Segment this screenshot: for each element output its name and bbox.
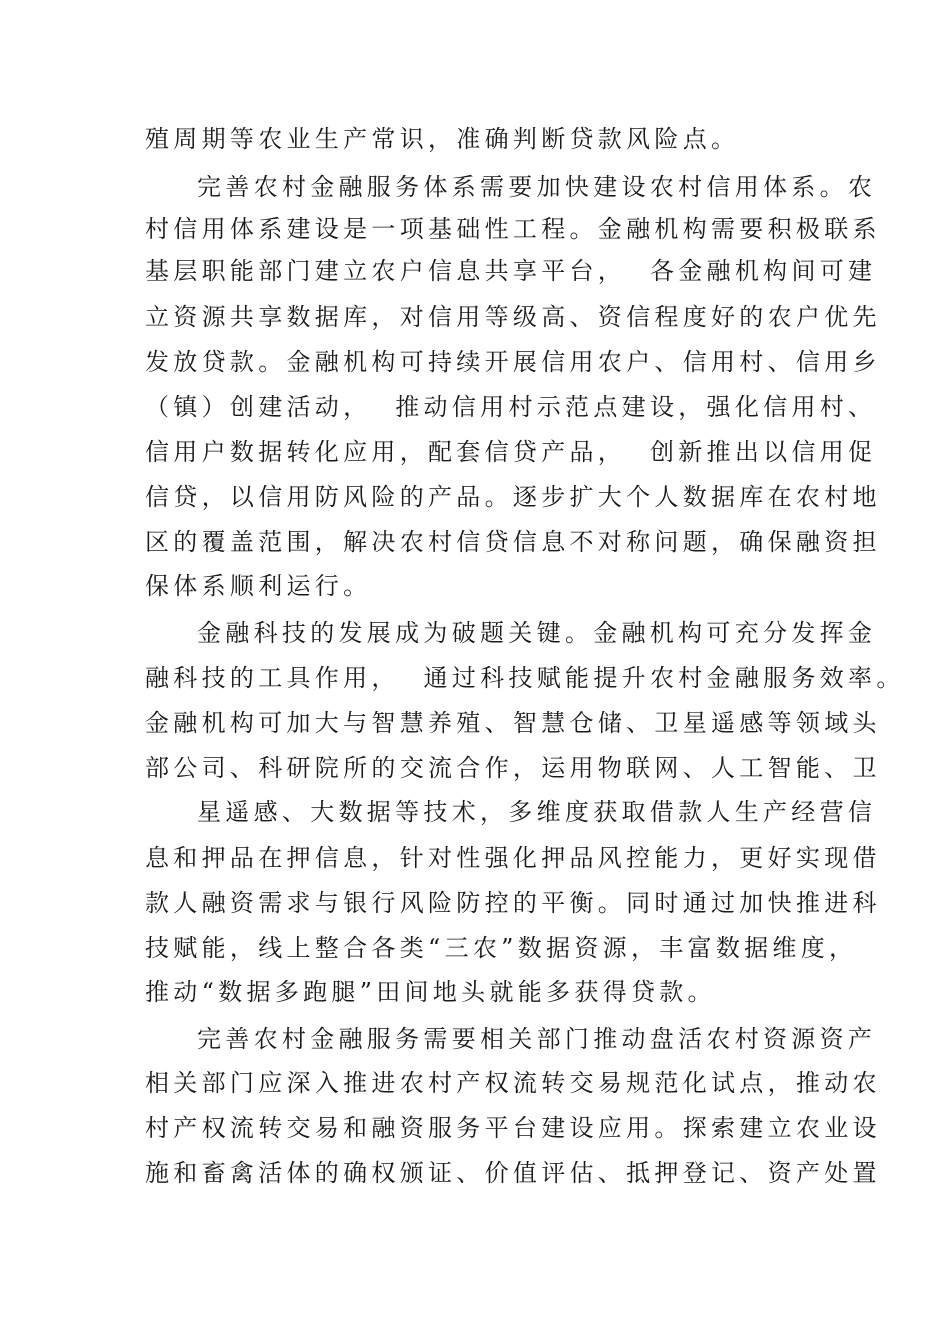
text-line: 部公司、科研院所的交流合作，运用物联网、人工智能、卫: [145, 754, 881, 782]
text-line: 立资源共享数据库，对信用等级高、资信程度好的农户优先: [145, 303, 881, 331]
text-line: 信用户数据转化应用，配套信贷产品， 创新推出以信用促: [145, 438, 877, 466]
text-line: 款人融资需求与银行风险防控的平衡。同时通过加快推进科: [145, 889, 881, 917]
text-line: 星遥感、大数据等技术，多维度获取借款人生产经营信: [197, 798, 877, 826]
text-line: 殖周期等农业生产常识，准确判断贷款风险点。: [145, 125, 740, 153]
text-line: 金融科技的发展成为破题关键。金融机构可充分发挥金: [197, 619, 877, 647]
text-line: 村信用体系建设是一项基础性工程。金融机构需要积极联系: [145, 215, 881, 243]
text-line: （镇）创建活动， 推动信用村示范点建设，强化信用村、: [145, 393, 877, 421]
text-line: 施和畜禽活体的确权颁证、价值评估、抵押登记、资产处置: [145, 1159, 881, 1187]
text-line: 信贷，以信用防风险的产品。逐步扩大个人数据库在农村地: [145, 483, 881, 511]
text-line: 融科技的工具作用， 通过科技赋能提升农村金融服务效率。: [145, 664, 905, 692]
text-line: 基层职能部门建立农户信息共享平台， 各金融机构间可建: [145, 257, 877, 285]
text-line: 村产权流转交易和融资服务平台建设应用。探索建立农业设: [145, 1114, 881, 1142]
text-line: 保体系顺利运行。: [145, 572, 372, 600]
text-line: 完善农村金融服务体系需要加快建设农村信用体系。农: [197, 173, 877, 201]
text-line: 相关部门应深入推进农村产权流转交易规范化试点，推动农: [145, 1069, 881, 1097]
text-line: 金融机构可加大与智慧养殖、智慧仓储、卫星遥感等领域头: [145, 709, 881, 737]
text-line: 区的覆盖范围，解决农村信贷信息不对称问题，确保融资担: [145, 528, 881, 556]
text-line: 推动“数据多跑腿”田间地头就能多获得贷款。: [145, 978, 716, 1006]
text-line: 技赋能，线上整合各类“三农”数据资源，丰富数据维度，: [145, 934, 858, 962]
text-line: 息和押品在押信息，针对性强化押品风控能力，更好实现借: [145, 844, 881, 872]
text-line: 完善农村金融服务需要相关部门推动盘活农村资源资产: [197, 1025, 877, 1053]
text-line: 发放贷款。金融机构可持续开展信用农户、信用村、信用乡: [145, 348, 881, 376]
